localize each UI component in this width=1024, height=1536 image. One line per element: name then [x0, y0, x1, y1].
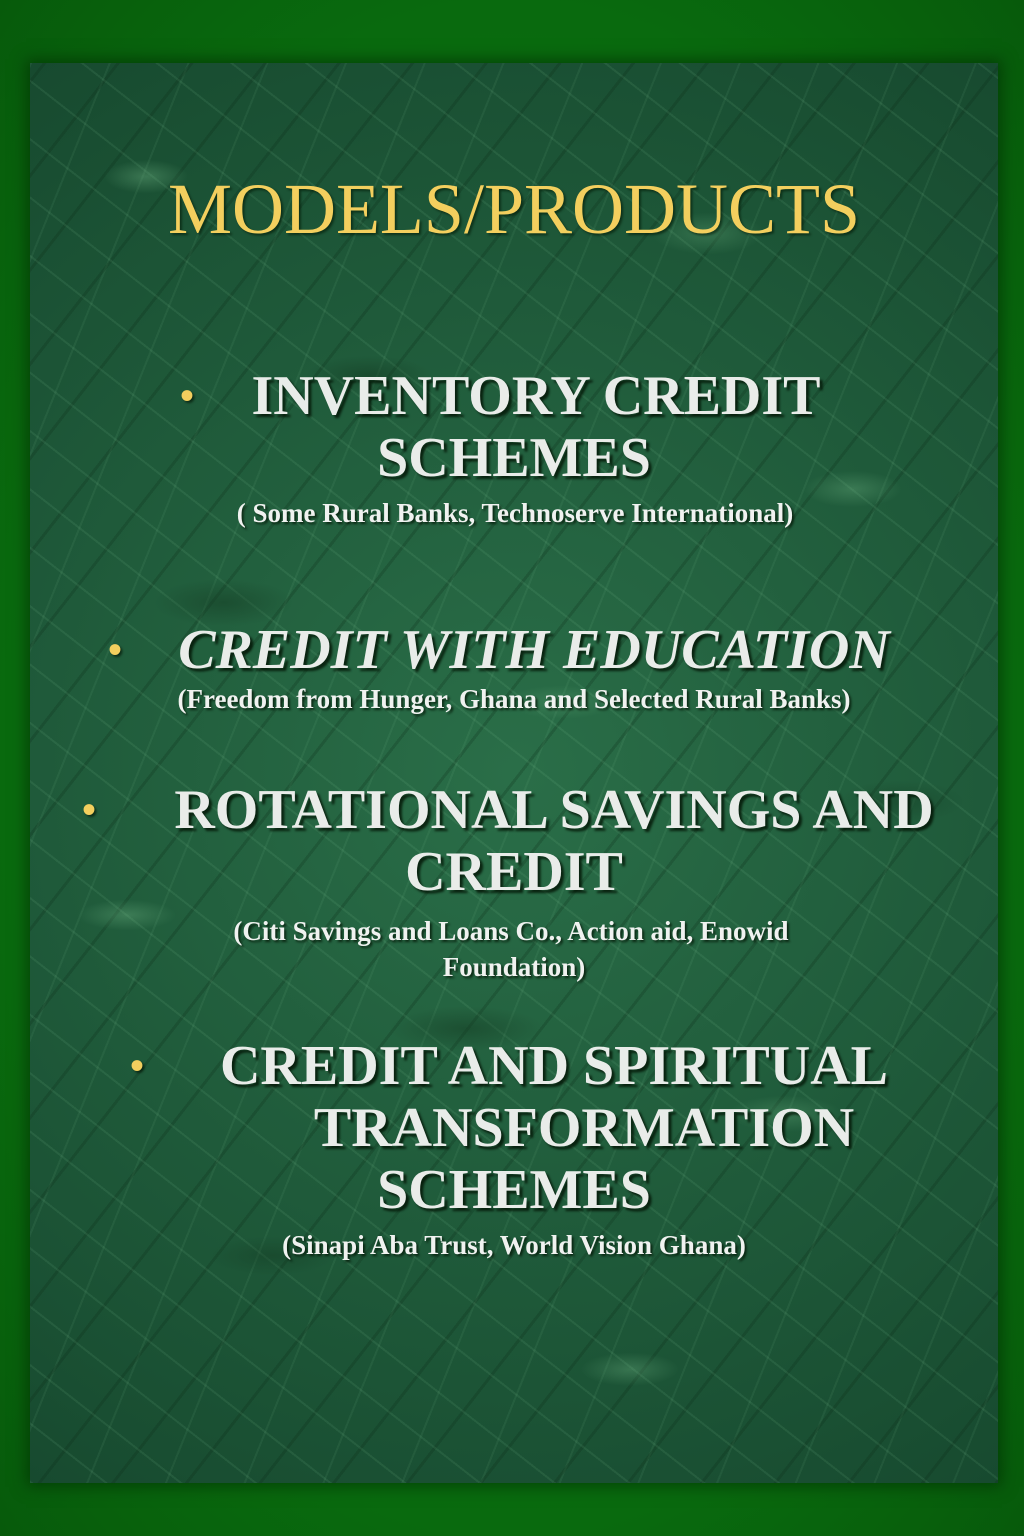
- item-heading: [30, 365, 998, 489]
- heading-line: CREDIT: [405, 841, 623, 903]
- sponsors-line: (Citi Savings and Loans Co., Action aid, Enowid: [233, 916, 789, 946]
- heading-line: ROTATIONAL SAVINGS AND: [174, 779, 934, 841]
- bullet-icon: •: [108, 627, 123, 672]
- bullet-icon: •: [82, 787, 97, 832]
- heading-line: CREDIT AND SPIRITUAL: [219, 1035, 888, 1097]
- list-item-rotational-savings: [30, 779, 998, 985]
- heading-line: INVENTORY CREDIT: [251, 365, 821, 427]
- item-sponsors: [30, 1227, 998, 1263]
- sponsors-line: (Freedom from Hunger, Ghana and Selected Rural Banks): [177, 684, 851, 714]
- sponsors-line: (Sinapi Aba Trust, World Vision Ghana): [282, 1230, 746, 1260]
- list-item-inventory-credit: [30, 365, 998, 531]
- item-heading: [30, 1035, 998, 1221]
- item-heading: [30, 619, 998, 681]
- bullet-icon: •: [130, 1043, 145, 1088]
- slide-title: MODELS/PRODUCTS: [167, 169, 861, 249]
- item-sponsors: [30, 495, 998, 531]
- heading-line: CREDIT WITH EDUCATION: [178, 619, 890, 681]
- sponsors-line: Foundation): [442, 952, 586, 982]
- heading-line: SCHEMES: [377, 427, 651, 489]
- list-item-credit-spiritual: [30, 1035, 998, 1263]
- sponsors-line: ( Some Rural Banks, Technoserve International): [236, 498, 794, 528]
- bullet-icon: •: [180, 373, 195, 418]
- list-item-credit-with-education: [30, 619, 998, 717]
- heading-line: TRANSFORMATION: [313, 1097, 855, 1159]
- heading-line: SCHEMES: [377, 1159, 651, 1221]
- slide: [30, 63, 998, 1483]
- item-sponsors: [30, 913, 998, 985]
- item-heading: [30, 779, 998, 903]
- item-sponsors: [30, 681, 998, 717]
